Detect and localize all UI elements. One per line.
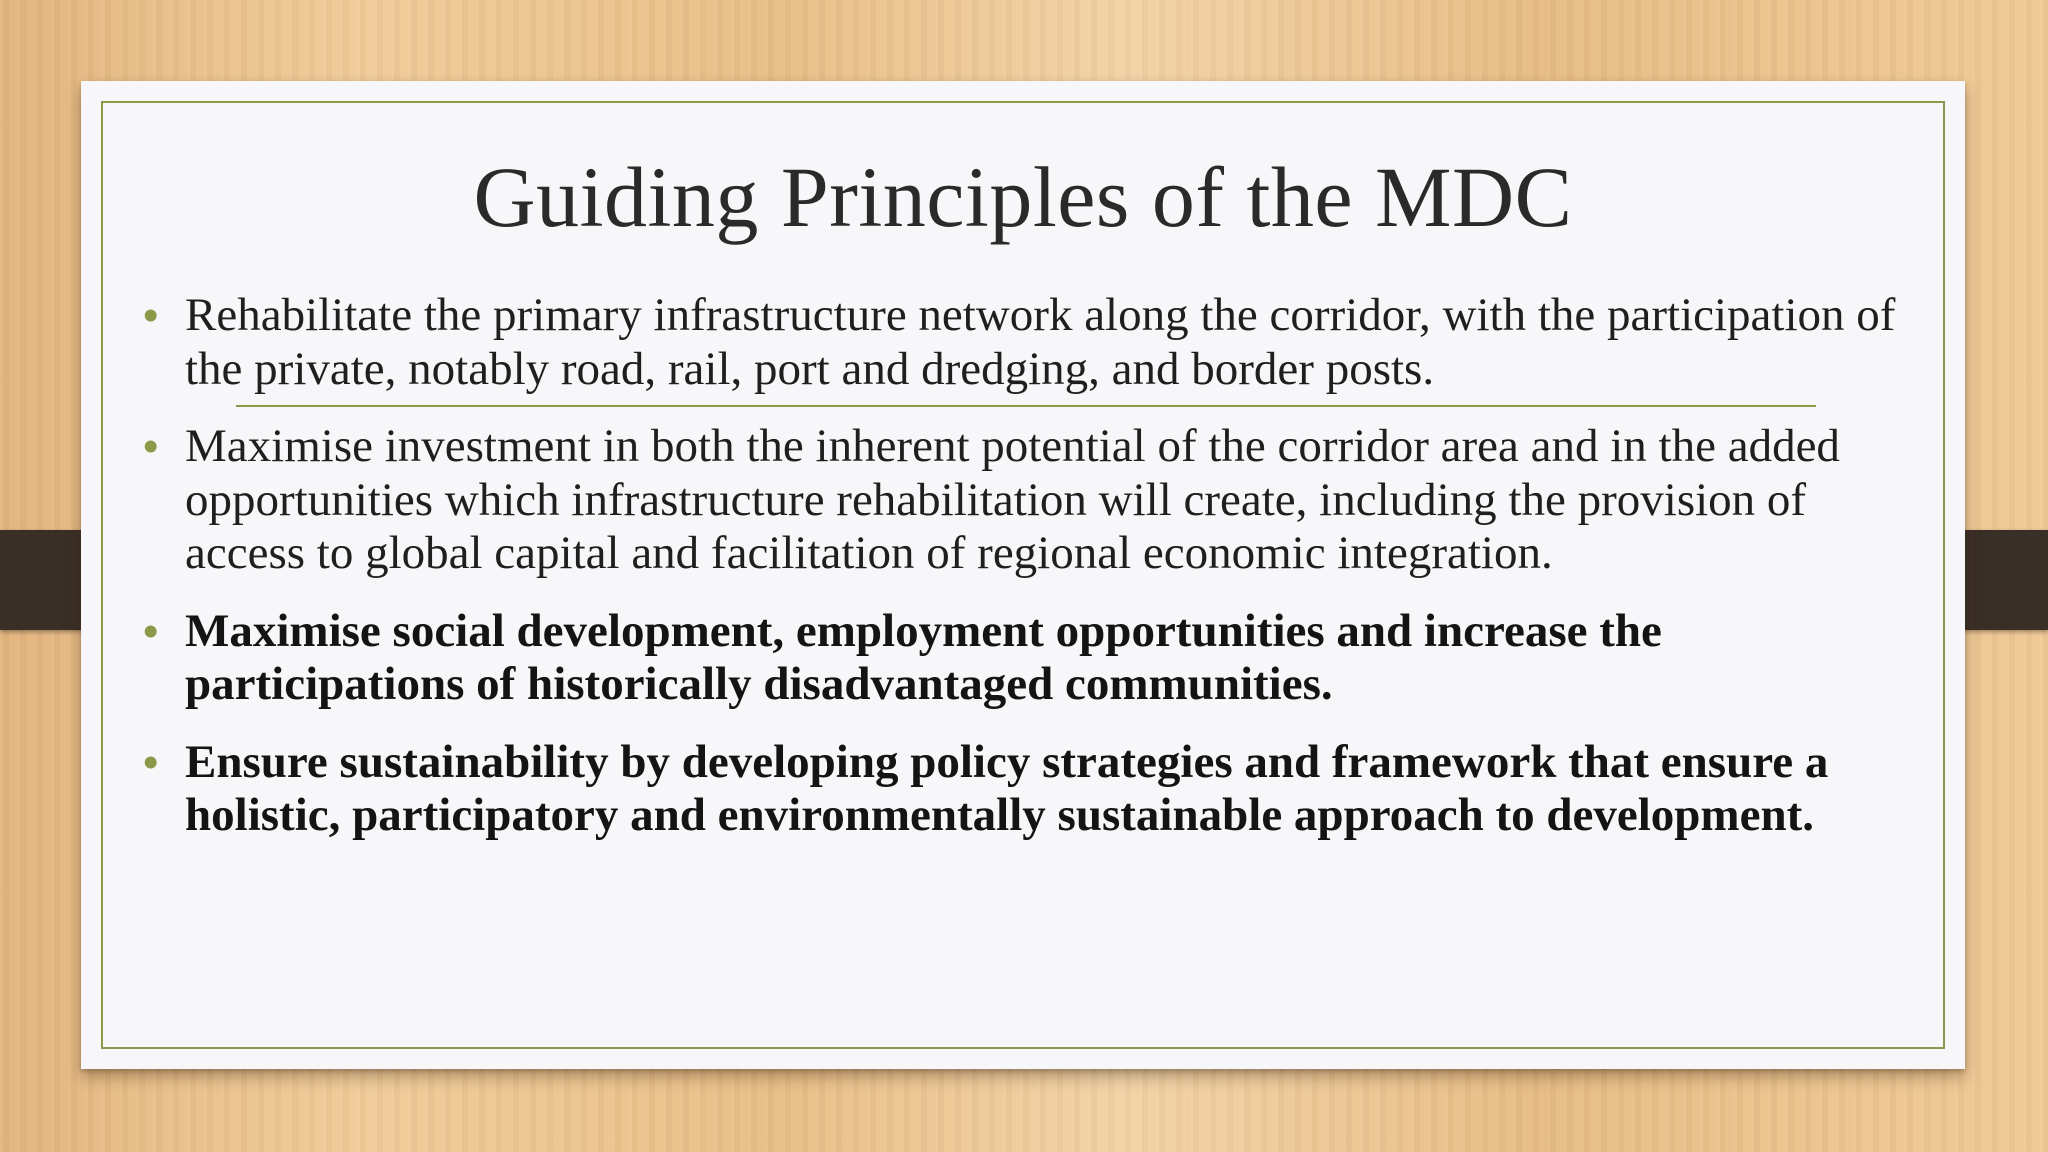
bullet-item	[143, 420, 1935, 581]
bullet-text: Maximise social development, employment opportunities and increase the participations of historically disadvantaged communities.	[185, 604, 1662, 710]
hyperlink-underline	[236, 405, 1816, 407]
bullet-text: Rehabilitate the primary infrastructure network along the corridor, with the participation of the private, notably road, rail, port and dredging, and border posts.	[185, 289, 1896, 395]
slide-title: Guiding Principles of the MDC	[473, 149, 1573, 245]
bullet-list	[143, 289, 1935, 843]
bullet-text: Maximise investment in both the inherent potential of the corridor area and in the added opportunities which infrastructure rehabilitation will create, including the provision of access to global capital and facilitation of regional economic integration.	[185, 420, 1840, 579]
bullet-item	[143, 735, 1935, 843]
bullet-item	[143, 604, 1935, 712]
bullet-dot-icon: •	[143, 606, 159, 656]
bullet-text: Ensure sustainability by developing policy strategies and framework that ensure a holistic, participatory and environmentally sustainable approach to development.	[185, 735, 1829, 841]
bullet-dot-icon: •	[143, 422, 159, 471]
bullet-dot-icon: •	[143, 291, 159, 340]
slide-card	[81, 81, 1965, 1069]
bullet-item	[143, 289, 1935, 396]
bullet-dot-icon: •	[143, 737, 159, 787]
